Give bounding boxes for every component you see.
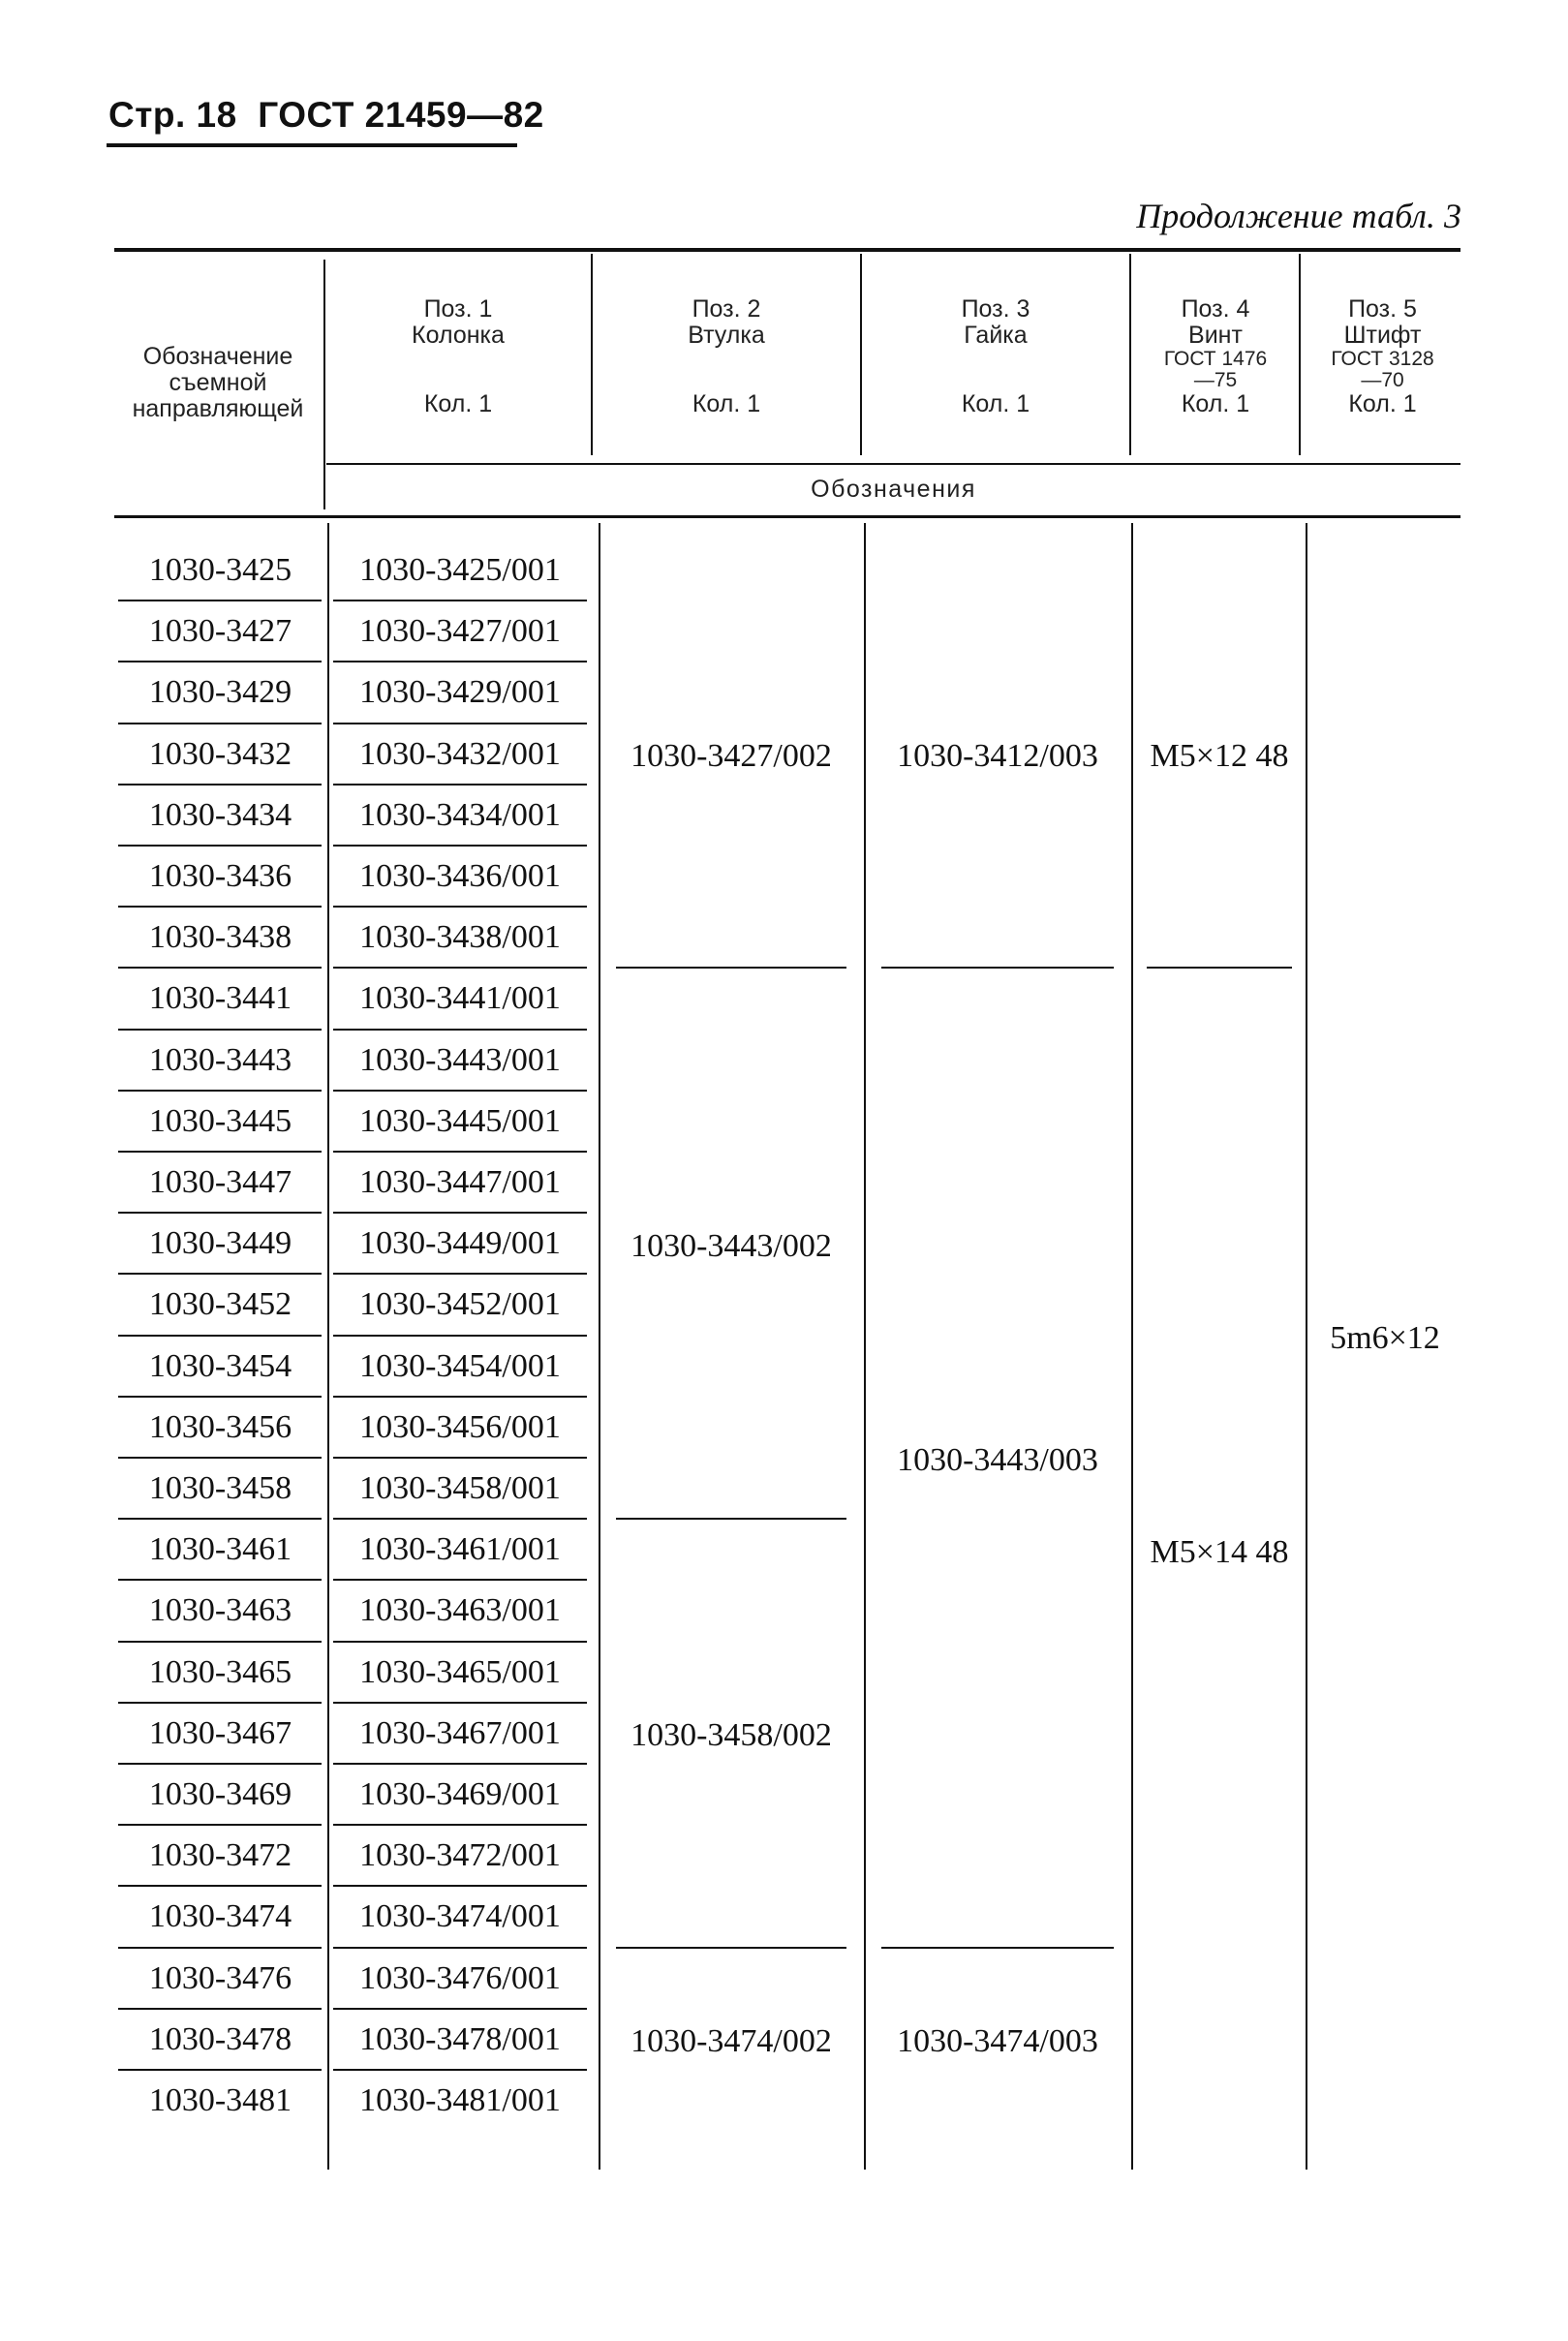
column-designation-cell: 1030-3474/001 [359, 1898, 561, 1935]
column-designation-cell: 1030-3429/001 [359, 674, 561, 711]
column-designation-cell: 1030-3443/001 [359, 1041, 561, 1078]
row-rule [118, 1335, 322, 1337]
row-rule [333, 1763, 587, 1765]
header-bottom-rule [114, 515, 1460, 518]
guide-designation-cell: 1030-3463 [148, 1592, 292, 1629]
guide-designation-cell: 1030-3476 [148, 1959, 292, 1996]
column-designation-cell: 1030-3472/001 [359, 1837, 561, 1874]
header-pos4 [1133, 296, 1298, 417]
column-designation-cell: 1030-3432/001 [359, 735, 561, 772]
header-pos5 [1303, 296, 1462, 417]
guide-designation-cell: 1030-3478 [148, 2020, 292, 2057]
guide-designation-cell: 1030-3461 [148, 1531, 292, 1568]
guide-designation-cell: 1030-3449 [148, 1225, 292, 1262]
row-rule [333, 1457, 587, 1459]
column-designation-cell: 1030-3481/001 [359, 2082, 561, 2118]
guide-designation-cell: 1030-3456 [148, 1408, 292, 1445]
page-header [108, 97, 544, 133]
guide-designation-cell: 1030-3474 [148, 1898, 292, 1935]
header-divider [323, 260, 325, 509]
column-designation-cell: 1030-3434/001 [359, 796, 561, 833]
header-pos1 [327, 296, 589, 417]
row-rule [118, 967, 322, 969]
column-designation-cell: 1030-3458/001 [359, 1470, 561, 1506]
column-designation-cell: 1030-3461/001 [359, 1531, 561, 1568]
pos2-group-rule [616, 1518, 846, 1520]
body-divider [864, 523, 866, 2170]
pos4-standard: ГОСТ 1476—75 [1163, 348, 1268, 391]
header-first-column: Обозначение съемной направляющей [132, 343, 304, 422]
row-rule [333, 600, 587, 601]
pos2-group-cell: 1030-3427/002 [630, 738, 832, 775]
body-divider [1131, 523, 1133, 2170]
pos4-name: Винт [1188, 322, 1243, 349]
column-designation-cell: 1030-3436/001 [359, 858, 561, 894]
row-rule [118, 2008, 322, 2010]
row-rule [333, 1702, 587, 1704]
column-designation-cell: 1030-3454/001 [359, 1347, 561, 1384]
row-rule [333, 2069, 587, 2071]
row-rule [333, 1029, 587, 1031]
guide-designation-cell: 1030-3467 [148, 1714, 292, 1751]
pos3-name: Гайка [964, 322, 1028, 349]
pos3-group-cell: 1030-3474/003 [897, 2023, 1098, 2060]
row-rule [333, 661, 587, 662]
pos2-qty: Кол. 1 [692, 390, 761, 417]
row-rule [118, 1824, 322, 1826]
guide-designation-cell: 1030-3434 [148, 796, 292, 833]
pos2-group-rule [616, 967, 846, 969]
table-continuation-caption: Продолжение табл. 3 [1136, 197, 1461, 235]
row-rule [118, 1947, 322, 1949]
header-divider [1129, 254, 1131, 455]
column-designation-cell: 1030-3463/001 [359, 1592, 561, 1629]
subheader-designations: Обозначения [811, 476, 976, 503]
column-designation-cell: 1030-3467/001 [359, 1714, 561, 1751]
pos5-number: Поз. 5 [1348, 295, 1417, 323]
column-designation-cell: 1030-3427/001 [359, 613, 561, 650]
row-rule [333, 1273, 587, 1275]
guide-designation-cell: 1030-3443 [148, 1041, 292, 1078]
row-rule [118, 1518, 322, 1520]
guide-designation-cell: 1030-3436 [148, 858, 292, 894]
header-divider [1299, 254, 1301, 455]
row-rule [118, 1457, 322, 1459]
pos5-group-cell: 5m6×12 [1330, 1319, 1440, 1356]
guide-designation-cell: 1030-3472 [148, 1837, 292, 1874]
row-rule [333, 1396, 587, 1398]
row-rule [118, 1273, 322, 1275]
pos1-qty: Кол. 1 [423, 390, 493, 417]
standard-number: ГОСТ 21459—82 [258, 95, 544, 135]
row-rule [118, 1090, 322, 1092]
row-rule [333, 1212, 587, 1214]
row-rule [118, 1579, 322, 1581]
guide-designation-cell: 1030-3432 [148, 735, 292, 772]
guide-designation-cell: 1030-3465 [148, 1653, 292, 1690]
pos5-qty: Кол. 1 [1348, 390, 1417, 417]
row-rule [333, 1151, 587, 1153]
row-rule [118, 1212, 322, 1214]
column-designation-cell: 1030-3449/001 [359, 1225, 561, 1262]
guide-designation-cell: 1030-3458 [148, 1470, 292, 1506]
row-rule [118, 1763, 322, 1765]
column-designation-cell: 1030-3445/001 [359, 1102, 561, 1139]
row-rule [333, 1885, 587, 1887]
row-rule [333, 906, 587, 908]
pos4-group-cell: M5×14 48 [1150, 1533, 1289, 1570]
row-rule [333, 784, 587, 785]
pos5-name: Штифт [1343, 322, 1422, 349]
row-rule [118, 784, 322, 785]
column-designation-cell: 1030-3456/001 [359, 1408, 561, 1445]
row-rule [118, 1702, 322, 1704]
guide-designation-cell: 1030-3425 [148, 552, 292, 588]
row-rule [118, 2069, 322, 2071]
header-divider [860, 254, 862, 455]
header-pos3 [864, 296, 1127, 417]
pos4-group-cell: M5×12 48 [1150, 738, 1289, 775]
row-rule [333, 845, 587, 847]
row-rule [118, 1029, 322, 1031]
header-underline [107, 143, 517, 147]
pos3-group-cell: 1030-3412/003 [897, 738, 1098, 775]
body-divider [1306, 523, 1307, 2170]
row-rule [333, 1824, 587, 1826]
row-rule [118, 723, 322, 724]
pos2-group-rule [616, 1947, 846, 1949]
guide-designation-cell: 1030-3438 [148, 919, 292, 956]
pos2-group-cell: 1030-3443/002 [630, 1227, 832, 1264]
column-designation-cell: 1030-3425/001 [359, 552, 561, 588]
header-pos2 [595, 296, 858, 417]
row-rule [333, 1518, 587, 1520]
column-designation-cell: 1030-3441/001 [359, 980, 561, 1017]
row-rule [118, 906, 322, 908]
column-designation-cell: 1030-3438/001 [359, 919, 561, 956]
column-designation-cell: 1030-3447/001 [359, 1164, 561, 1200]
pos2-number: Поз. 2 [692, 295, 761, 323]
pos3-group-rule [881, 1947, 1114, 1949]
pos1-name: Колонка [412, 322, 505, 349]
guide-designation-cell: 1030-3469 [148, 1776, 292, 1812]
guide-designation-cell: 1030-3429 [148, 674, 292, 711]
pos2-name: Втулка [688, 322, 765, 349]
row-rule [118, 845, 322, 847]
row-rule [333, 1090, 587, 1092]
pos1-number: Поз. 1 [423, 295, 493, 323]
row-rule [333, 1947, 587, 1949]
table-top-rule [114, 248, 1460, 252]
pos3-number: Поз. 3 [961, 295, 1030, 323]
guide-designation-cell: 1030-3447 [148, 1164, 292, 1200]
guide-designation-cell: 1030-3454 [148, 1347, 292, 1384]
row-rule [333, 2008, 587, 2010]
pos2-group-cell: 1030-3474/002 [630, 2023, 832, 2060]
row-rule [118, 1396, 322, 1398]
pos4-group-rule [1147, 967, 1292, 969]
subheader-rule [326, 463, 1460, 465]
row-rule [333, 1641, 587, 1643]
row-rule [118, 600, 322, 601]
guide-designation-cell: 1030-3441 [148, 980, 292, 1017]
pos3-group-cell: 1030-3443/003 [897, 1442, 1098, 1478]
pos4-number: Поз. 4 [1181, 295, 1250, 323]
body-divider [599, 523, 600, 2170]
row-rule [333, 967, 587, 969]
row-rule [118, 1885, 322, 1887]
column-designation-cell: 1030-3469/001 [359, 1776, 561, 1812]
pos4-qty: Кол. 1 [1181, 390, 1250, 417]
column-designation-cell: 1030-3478/001 [359, 2020, 561, 2057]
row-rule [333, 1579, 587, 1581]
pos2-group-cell: 1030-3458/002 [630, 1717, 832, 1754]
row-rule [118, 661, 322, 662]
pos5-standard: ГОСТ 3128—70 [1331, 348, 1434, 391]
page-number: Стр. 18 [108, 95, 237, 135]
row-rule [333, 1335, 587, 1337]
row-rule [118, 1641, 322, 1643]
guide-designation-cell: 1030-3481 [148, 2082, 292, 2118]
guide-designation-cell: 1030-3427 [148, 613, 292, 650]
row-rule [333, 723, 587, 724]
column-designation-cell: 1030-3465/001 [359, 1653, 561, 1690]
guide-designation-cell: 1030-3445 [148, 1102, 292, 1139]
pos3-group-rule [881, 967, 1114, 969]
column-designation-cell: 1030-3476/001 [359, 1959, 561, 1996]
pos3-qty: Кол. 1 [961, 390, 1030, 417]
guide-designation-cell: 1030-3452 [148, 1286, 292, 1323]
header-divider [591, 254, 593, 455]
column-designation-cell: 1030-3452/001 [359, 1286, 561, 1323]
body-divider [327, 523, 329, 2170]
row-rule [118, 1151, 322, 1153]
